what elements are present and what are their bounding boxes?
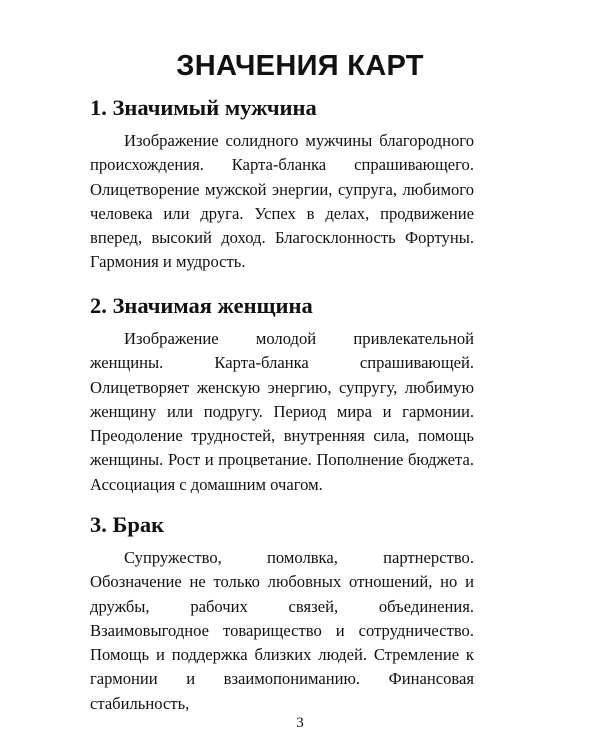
section-heading: 1. Значимый мужчина [90,95,317,120]
section-body: Супружество, помолвка, партнерство. Обозначение не только любовных отношений, но и дружбы, рабочих связей, объединения. Взаимовыгодное товарищество и сотрудничество. Помощь и поддержка близких людей. Стремление к гармонии и взаимопониманию. Финансовая стабильность, [90,548,474,713]
section-heading: 3. Брак [90,512,165,537]
section-significant-woman [90,291,474,497]
section-body: Изображение солидного мужчины благородного происхождения. Карта-бланка спрашивающего. Олицетворение мужской энергии, супруга, любимого человека или друга. Успех в делах, продвижение вперед, высокий доход. Благосклонность Фортуны. Гармония и мудрость. [90,131,474,272]
section-heading: 2. Значимая женщина [90,293,313,318]
page-number: 3 [296,715,304,731]
section-body: Изображение молодой привлекательной женщины. Карта-бланка спрашивающей. Олицетворяет женскую энергию, супругу, любимую женщину или подругу. Период мира и гармонии. Преодоление трудностей, внутренняя сила, помощь женщины. Рост и процветание. Пополнение бюджета. Ассоциация с домашним очагом. [90,329,474,494]
section-significant-man [90,93,474,275]
page-title: ЗНАЧЕНИЯ КАРТ [176,50,424,82]
section-marriage [90,510,474,716]
